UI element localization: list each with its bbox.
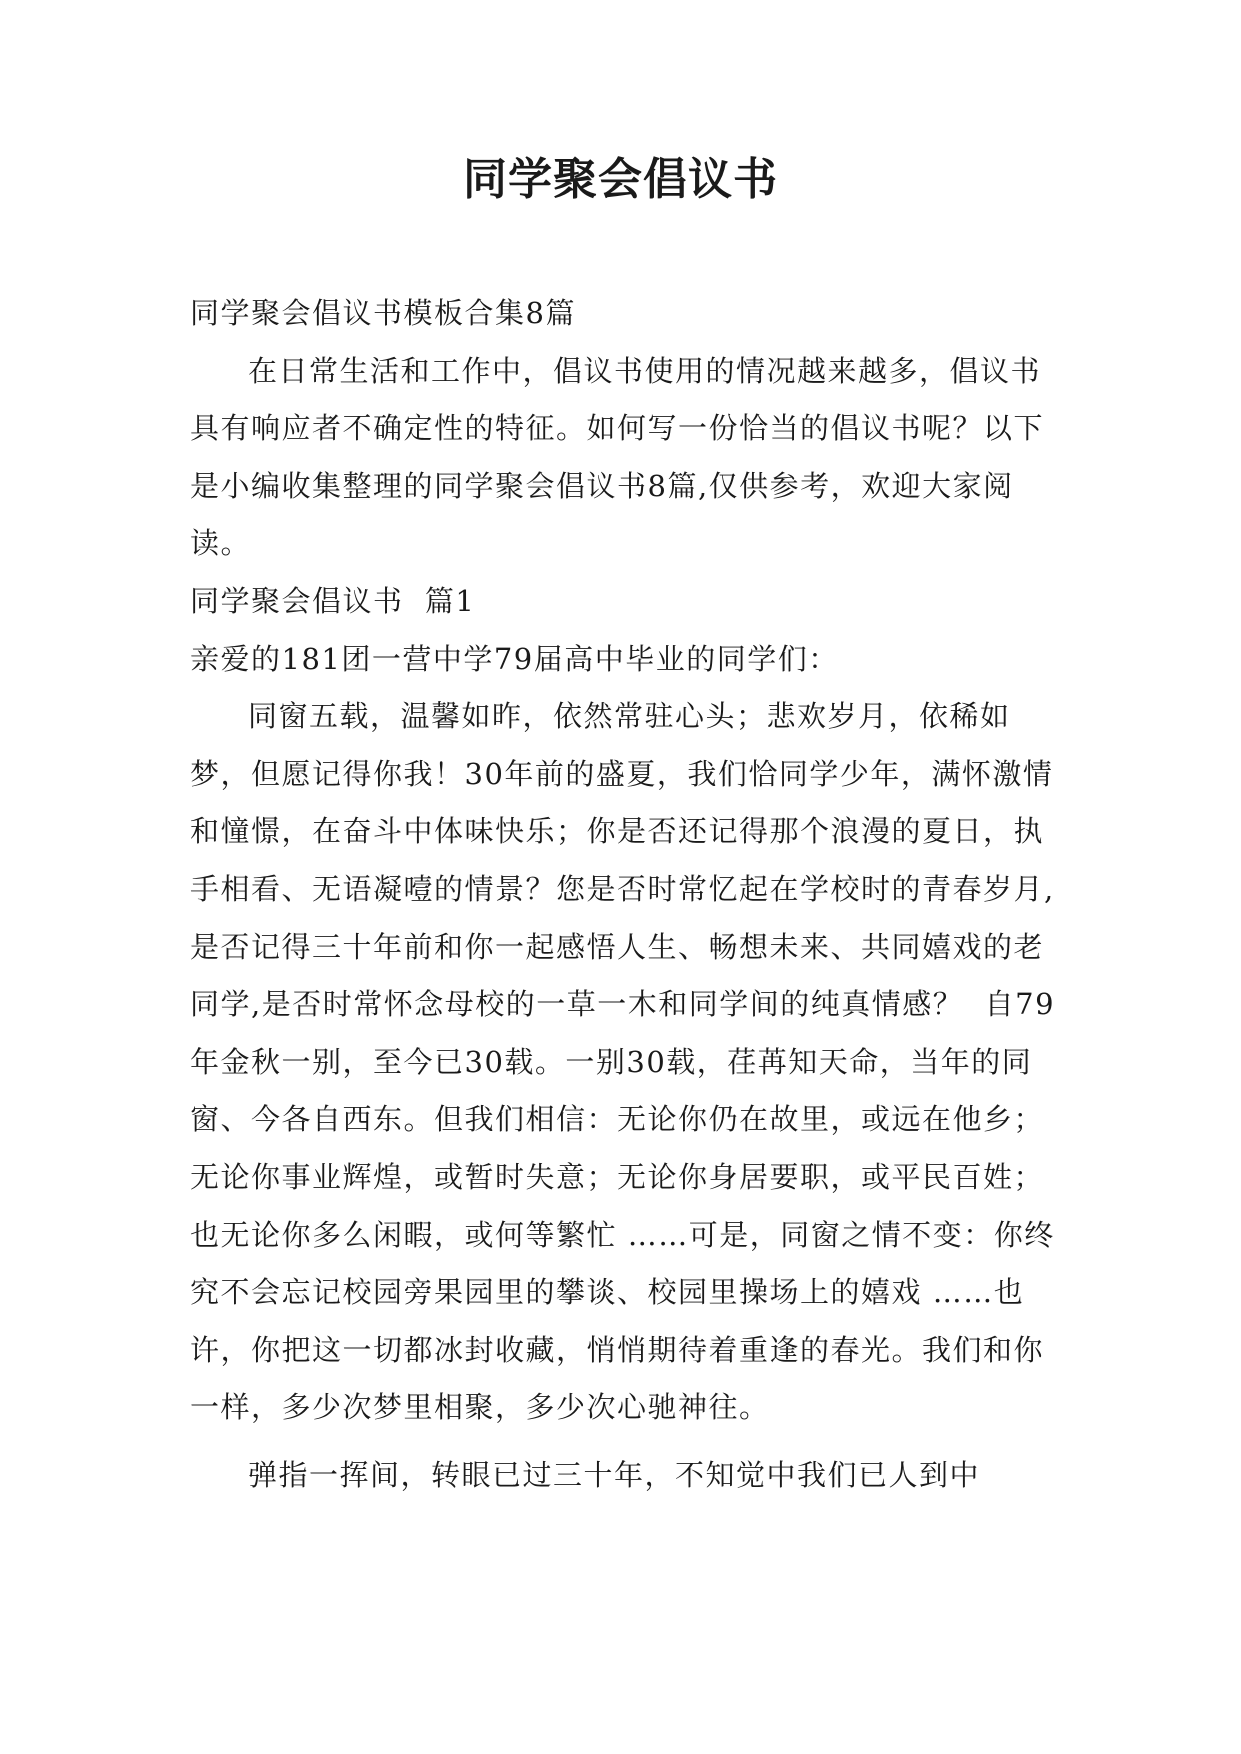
subtitle: 同学聚会倡议书模板合集8篇 (190, 296, 576, 330)
document-title: 同学聚会倡议书 (463, 154, 778, 205)
intro-paragraph: 在日常生活和工作中，倡议书使用的情况越来越多，倡议书具有响应者不确定性的特征。如何写一份恰当的倡议书呢？以下是小编收集整理的同学聚会倡议书8篇,仅供参考，欢迎大家阅读。 (190, 353, 1045, 561)
body-paragraph-2: 弹指一挥间，转眼已过三十年，不知觉中我们已人到中 (248, 1457, 981, 1492)
document-body (190, 285, 1060, 1504)
body-paragraph-1: 同窗五载，温馨如昨，依然常驻心头；悲欢岁月，依稀如梦，但愿记得你我！30年前的盛夏，我们恰同学少年，满怀激情和憧憬，在奋斗中体味快乐；你是否还记得那个浪漫的夏日，执手相看、无语凝噎的情景？您是否时常忆起在学校时的青春岁月,是否记得三十年前和你一起感悟人生、畅想未来、共同嬉戏的老同学,是否时常怀念母校的一草一木和同学间的纯真情感？ 自79年金秋一别，至今已30载。一别30载，荏苒知天命，当年的同窗、今各自西东。但我们相信：无论你仍在故里，或远在他乡；无论你事业辉煌，或暂时失意；无论你身居要职，或平民百姓；也无论你多么闲暇，或何等繁忙 ……可是，同窗之情不变：你终究不会忘记校园旁果园里的攀谈、校园里操场上的嬉戏 ……也许，你把这一切都冰封收藏，悄悄期待着重逢的春光。我们和你一样，多少次梦里相聚，多少次心驰神往。 (190, 699, 1056, 1425)
section-heading: 同学聚会倡议书 篇1 (190, 583, 476, 618)
salutation: 亲爱的181团一营中学79届高中毕业的同学们： (190, 641, 839, 676)
